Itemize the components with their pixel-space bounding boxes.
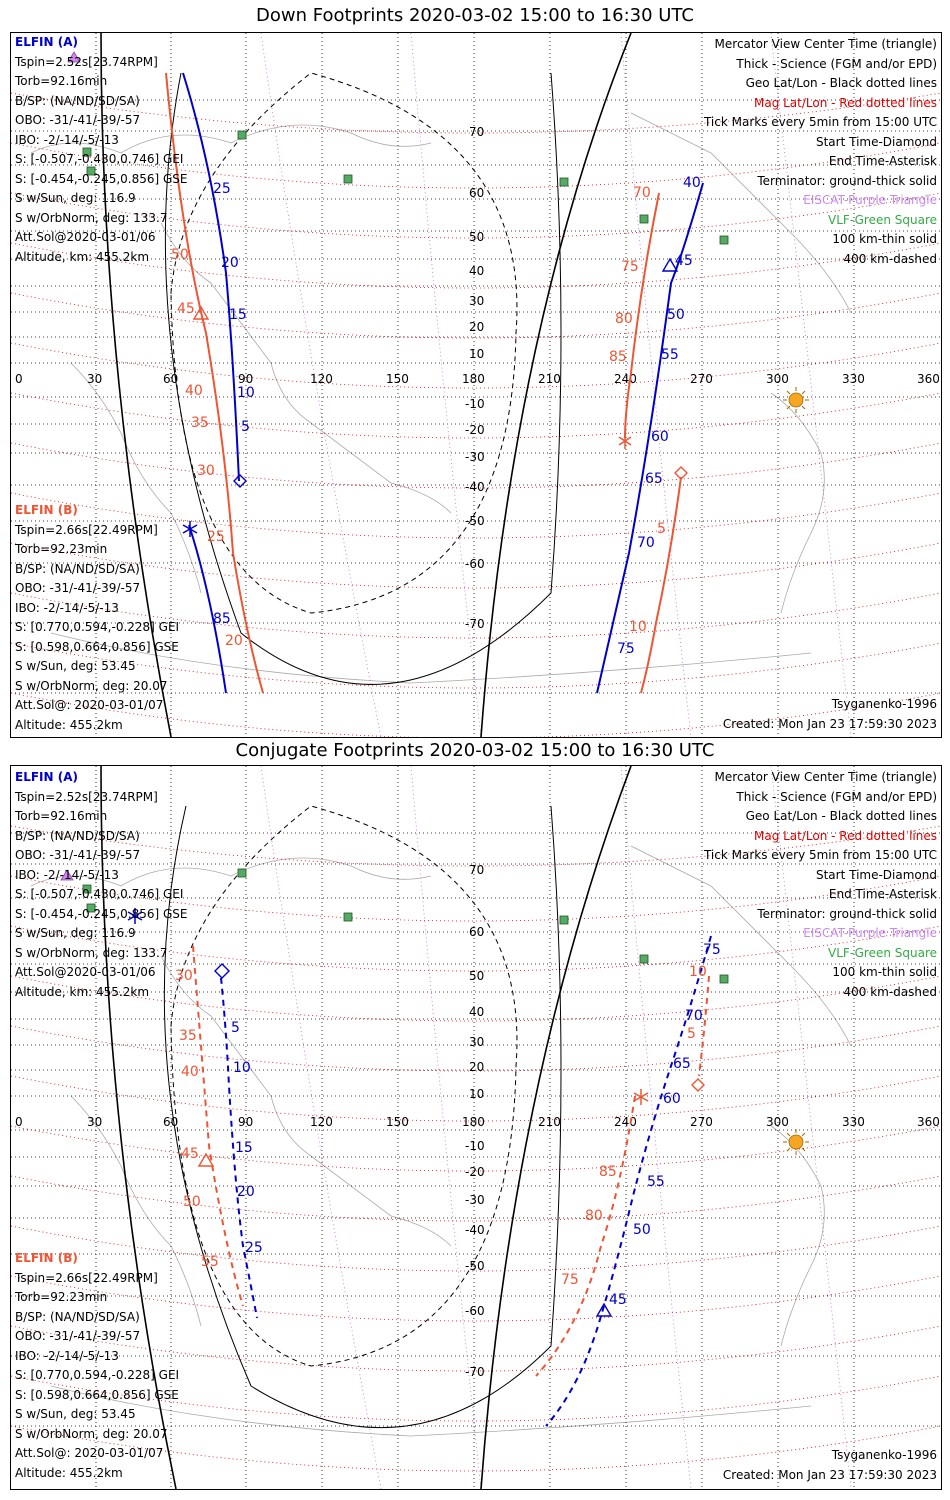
legend-line: Tick Marks every 5min from 15:00 UTC — [703, 848, 937, 862]
info-line: S w/OrbNorm, deg: 20.07 — [15, 1426, 168, 1441]
info-line: S w/OrbNorm, deg: 133.7 — [15, 210, 168, 225]
info-line: Altitude: 455.2km — [15, 1465, 123, 1480]
lat-tick: -30 — [465, 450, 485, 464]
lon-tick: 120 — [310, 372, 333, 386]
lon-tick: 330 — [842, 1115, 865, 1129]
lat-tick: 50 — [469, 969, 485, 983]
tick-label: 65 — [645, 471, 663, 487]
info-line: B/SP: (NA/ND/SD/SA) — [15, 561, 140, 576]
down-footprints-panel — [10, 32, 942, 738]
lat-tick: 70 — [469, 863, 485, 877]
info-line: Att.Sol@2020-03-01/06 — [15, 965, 156, 979]
tick-label: 5 — [241, 419, 250, 435]
lat-tick: -50 — [465, 1259, 485, 1273]
vlf-square — [640, 215, 648, 223]
legend-line: Start Time-Diamond — [815, 867, 937, 882]
lat-tick: 40 — [469, 264, 485, 278]
lat-tick: -70 — [465, 617, 485, 631]
legend-line: Thick - Science (FGM and/or EPD) — [736, 789, 937, 804]
tick-label: 10 — [629, 619, 647, 635]
lat-tick: 20 — [469, 320, 485, 334]
info-line: Altitude, km: 455.2km — [15, 249, 150, 264]
tick-label: 50 — [667, 307, 685, 323]
tick-label: 25 — [207, 529, 225, 545]
tick-label: 5 — [657, 521, 666, 537]
tick-label: 30 — [175, 968, 193, 984]
tick-label: 40 — [185, 383, 203, 399]
elfin-b-header: ELFIN (B) — [15, 503, 78, 517]
elfin-a-info — [15, 33, 188, 267]
lat-tick: 60 — [469, 186, 485, 200]
lon-tick: 60 — [163, 1115, 179, 1129]
info-line: S w/Sun, deg: 116.9 — [15, 926, 136, 940]
vlf-square — [344, 175, 352, 183]
tick-label: 80 — [585, 1208, 603, 1224]
info-line: B/SP: (NA/ND/SD/SA) — [15, 1309, 140, 1324]
map-legend — [704, 35, 937, 269]
tick-label: 15 — [229, 307, 247, 323]
tick-label: 65 — [673, 1056, 691, 1072]
elfin-b-conj-track-east-lower — [536, 1096, 635, 1376]
tick-label: 20 — [225, 633, 243, 649]
tick-label: 60 — [651, 429, 669, 445]
tick-label: 10 — [233, 1060, 251, 1076]
lat-tick: 10 — [469, 1087, 485, 1101]
tick-label: 55 — [647, 1174, 665, 1190]
info-line: OBO: -31/-41/-39/-57 — [15, 581, 141, 595]
elfin-b-info — [15, 501, 179, 735]
legend-line: Geo Lat/Lon - Black dotted lines — [745, 809, 937, 823]
lat-tick: -60 — [465, 1304, 485, 1318]
info-line: Torb=92.23min — [15, 542, 108, 556]
tick-label: 85 — [213, 611, 231, 627]
lat-tick: -40 — [465, 1223, 485, 1237]
elfin-a-header: ELFIN (A) — [15, 770, 78, 784]
info-line: Altitude: 455.2km — [15, 717, 123, 732]
model-label: Tsyganenko-1996 — [831, 697, 937, 711]
lat-tick: -30 — [465, 1193, 485, 1207]
info-line: Att.Sol@2020-03-01/06 — [15, 230, 156, 244]
info-line: S: [-0.454,-0.245,0.856] GSE — [15, 906, 188, 921]
lon-tick: 270 — [690, 372, 713, 386]
tick-label: 25 — [245, 1240, 263, 1256]
info-line: IBO: -2/-14/-5/-13 — [15, 867, 119, 882]
elfin-b-info — [15, 1249, 179, 1483]
tick-label: 55 — [661, 347, 679, 363]
map-legend — [704, 768, 937, 1002]
lon-tick: 150 — [386, 1115, 409, 1129]
lon-tick: 0 — [15, 372, 23, 386]
lat-tick: 20 — [469, 1060, 485, 1074]
lat-tick: 30 — [469, 294, 485, 308]
info-line: S: [-0.507,-0.430,0.746] GEI — [15, 887, 184, 901]
info-line: IBO: -2/-14/-5/-13 — [15, 1348, 119, 1363]
info-line: OBO: -31/-41/-39/-57 — [15, 1329, 141, 1343]
vlf-square — [344, 913, 352, 921]
tick-label: 75 — [561, 1272, 579, 1288]
lat-tick: 50 — [469, 230, 485, 244]
lon-tick: 90 — [238, 1115, 254, 1129]
info-line: B/SP: (NA/ND/SD/SA) — [15, 93, 140, 108]
tick-label: 45 — [181, 1146, 199, 1162]
lon-tick: 270 — [690, 1115, 713, 1129]
vlf-square — [238, 131, 246, 139]
tick-label: 75 — [621, 259, 639, 275]
tick-label: 45 — [177, 301, 195, 317]
lat-tick: 40 — [469, 1005, 485, 1019]
tick-label: 10 — [689, 964, 707, 980]
elfin-b-end-asterisk — [619, 433, 631, 449]
elfin-a-east-ticks — [617, 175, 701, 657]
lon-tick: 90 — [238, 372, 254, 386]
tick-label: 25 — [213, 181, 231, 197]
tick-label: 40 — [683, 175, 701, 191]
legend-line: Terminator: ground-thick solid — [757, 906, 937, 921]
info-line: Altitude, km: 455.2km — [15, 984, 150, 999]
down-footprints-title: Down Footprints 2020-03-02 15:00 to 16:30 UTC — [256, 5, 694, 26]
lon-tick: 60 — [163, 372, 179, 386]
tick-label: 50 — [633, 1222, 651, 1238]
vlf-square — [560, 178, 568, 186]
tick-label: 45 — [609, 1292, 627, 1308]
elfin-a-track-west-lower — [189, 525, 226, 693]
tick-label: 30 — [197, 463, 215, 479]
legend-line: End Time-Asterisk — [828, 154, 937, 168]
tick-label: 70 — [685, 1008, 703, 1024]
info-line: S w/Sun, deg: 53.45 — [15, 659, 136, 673]
tick-label: 20 — [237, 1184, 255, 1200]
info-line: Tspin=2.52s[23.74RPM] — [15, 54, 158, 69]
lat-tick: 30 — [469, 1035, 485, 1049]
elfin-a-info — [15, 768, 188, 1002]
tick-label: 85 — [609, 349, 627, 365]
tick-label: 55 — [201, 1254, 219, 1270]
elfin-b-east-ticks — [609, 185, 666, 635]
info-line: S: [0.770,0.594,-0.228] GEI — [15, 1368, 180, 1382]
tick-label: 50 — [171, 247, 189, 263]
legend-line: Mercator View Center Time (triangle) — [714, 770, 937, 784]
tick-label: 85 — [599, 1164, 617, 1180]
info-line: Tspin=2.52s[23.74RPM] — [15, 789, 158, 804]
lon-tick: 30 — [87, 372, 103, 386]
info-line: S: [-0.454,-0.245,0.856] GSE — [15, 171, 188, 186]
elfin-b-header: ELFIN (B) — [15, 1251, 78, 1265]
info-line: S w/OrbNorm, deg: 133.7 — [15, 945, 168, 960]
conjugate-footprints-title: Conjugate Footprints 2020-03-02 15:00 to 16:30 UTC — [235, 740, 715, 761]
lon-tick: 180 — [462, 1115, 485, 1129]
info-line: S w/Sun, deg: 53.45 — [15, 1407, 136, 1421]
model-label: Tsyganenko-1996 — [831, 1448, 937, 1462]
lon-tick: 210 — [538, 372, 561, 386]
tick-label: 35 — [179, 1028, 197, 1044]
info-line: S: [0.598,0.664,0.856] GSE — [15, 639, 179, 654]
lat-tick: -70 — [465, 1365, 485, 1379]
info-line: Tspin=2.66s[22.49RPM] — [15, 1270, 158, 1285]
created-label: Created: Mon Jan 23 17:59:30 2023 — [722, 717, 937, 731]
legend-line: Terminator: ground-thick solid — [757, 173, 937, 188]
lon-tick: 240 — [614, 372, 637, 386]
info-line: B/SP: (NA/ND/SD/SA) — [15, 828, 140, 843]
tick-label: 40 — [181, 1064, 199, 1080]
elfin-a-end-asterisk — [183, 521, 197, 537]
tick-label: 20 — [221, 255, 239, 271]
lon-tick: 180 — [462, 372, 485, 386]
info-line: Tspin=2.66s[22.49RPM] — [15, 522, 158, 537]
info-line: IBO: -2/-14/-5/-13 — [15, 132, 119, 147]
tick-label: 75 — [703, 942, 721, 958]
elfin-a-conj-west-ticks — [231, 1020, 263, 1256]
tick-label: 10 — [237, 385, 255, 401]
info-line: OBO: -31/-41/-39/-57 — [15, 113, 141, 127]
footprint-ovals — [164, 806, 561, 1428]
lon-tick: 120 — [310, 1115, 333, 1129]
lon-tick: 300 — [766, 372, 789, 386]
tick-label: 75 — [617, 641, 635, 657]
lat-tick: -10 — [465, 1139, 485, 1153]
tick-label: 70 — [633, 185, 651, 201]
lon-tick: 210 — [538, 1115, 561, 1129]
lat-tick: -40 — [465, 480, 485, 494]
info-line: S: [0.598,0.664,0.856] GSE — [15, 1387, 179, 1402]
info-line: S w/Sun, deg: 116.9 — [15, 191, 136, 205]
info-line: Torb=92.16min — [15, 74, 108, 88]
lat-tick: 60 — [469, 925, 485, 939]
legend-line: Thick - Science (FGM and/or EPD) — [736, 56, 937, 71]
elfin-b-track-east-lower — [641, 477, 681, 693]
tick-label: 15 — [235, 1140, 253, 1156]
info-line: S: [-0.507,-0.430,0.746] GEI — [15, 152, 184, 166]
elfin-b-conj-west-ticks — [175, 968, 219, 1270]
tick-label: 45 — [675, 253, 693, 269]
elfin-b-start-diamond — [692, 1079, 704, 1091]
tick-label: 80 — [615, 311, 633, 327]
info-line: Att.Sol@: 2020-03-01/07 — [15, 1446, 164, 1460]
legend-line: 400 km-dashed — [843, 984, 937, 999]
created-label: Created: Mon Jan 23 17:59:30 2023 — [722, 1468, 937, 1482]
elfin-b-end-asterisk — [634, 1089, 648, 1105]
elfin-b-conj-track-west — [193, 946, 243, 1306]
lat-tick: -50 — [465, 514, 485, 528]
legend-line: EISCAT-Purple Triangle — [803, 193, 937, 207]
lat-tick: 10 — [469, 347, 485, 361]
info-line: IBO: -2/-14/-5/-13 — [15, 600, 119, 615]
vlf-square — [560, 916, 568, 924]
legend-line: Mag Lat/Lon - Red dotted lines — [753, 828, 937, 843]
sun-icon — [783, 1129, 809, 1155]
tick-label: 5 — [687, 1026, 696, 1042]
lon-tick: 360 — [917, 372, 940, 386]
legend-line: 100 km-thin solid — [832, 965, 937, 979]
legend-line: Tick Marks every 5min from 15:00 UTC — [703, 115, 937, 129]
info-line: S w/OrbNorm, deg: 20.07 — [15, 678, 168, 693]
elfin-a-start-diamond — [215, 964, 229, 978]
legend-line: VLF-Green Square — [828, 945, 937, 960]
legend-line: Mercator View Center Time (triangle) — [714, 37, 937, 51]
sun-icon — [783, 387, 809, 413]
legend-line: Start Time-Diamond — [815, 134, 937, 149]
vlf-square — [238, 869, 246, 877]
legend-line: EISCAT-Purple Triangle — [803, 926, 937, 940]
lon-tick: 300 — [766, 1115, 789, 1129]
info-line: OBO: -31/-41/-39/-57 — [15, 848, 141, 862]
tick-label: 60 — [663, 1091, 681, 1107]
legend-line: 400 km-dashed — [843, 251, 937, 266]
lon-tick: 150 — [386, 372, 409, 386]
legend-line: Mag Lat/Lon - Red dotted lines — [753, 95, 937, 110]
tick-label: 35 — [191, 415, 209, 431]
lat-tick: -10 — [465, 397, 485, 411]
info-line: Att.Sol@: 2020-03-01/07 — [15, 698, 164, 712]
info-line: S: [0.770,0.594,-0.228] GEI — [15, 620, 180, 634]
vlf-square — [640, 955, 648, 963]
lon-tick: 0 — [15, 1115, 23, 1129]
lat-tick: -20 — [465, 423, 485, 437]
tick-label: 50 — [183, 1194, 201, 1210]
lat-tick: -20 — [465, 1165, 485, 1179]
legend-line: 100 km-thin solid — [832, 232, 937, 246]
info-line: Torb=92.16min — [15, 809, 108, 823]
tick-label: 70 — [637, 535, 655, 551]
elfin-a-header: ELFIN (A) — [15, 35, 78, 49]
lon-tick: 330 — [842, 372, 865, 386]
legend-line: Geo Lat/Lon - Black dotted lines — [745, 76, 937, 90]
lon-tick: 240 — [614, 1115, 637, 1129]
tick-label: 5 — [231, 1020, 240, 1036]
lat-tick: 70 — [469, 125, 485, 139]
lon-tick: 360 — [917, 1115, 940, 1129]
legend-line: End Time-Asterisk — [828, 887, 937, 901]
info-line: Torb=92.23min — [15, 1290, 108, 1304]
conjugate-footprints-panel — [10, 765, 942, 1490]
lat-tick: -60 — [465, 557, 485, 571]
lon-tick: 30 — [87, 1115, 103, 1129]
legend-line: VLF-Green Square — [828, 212, 937, 227]
